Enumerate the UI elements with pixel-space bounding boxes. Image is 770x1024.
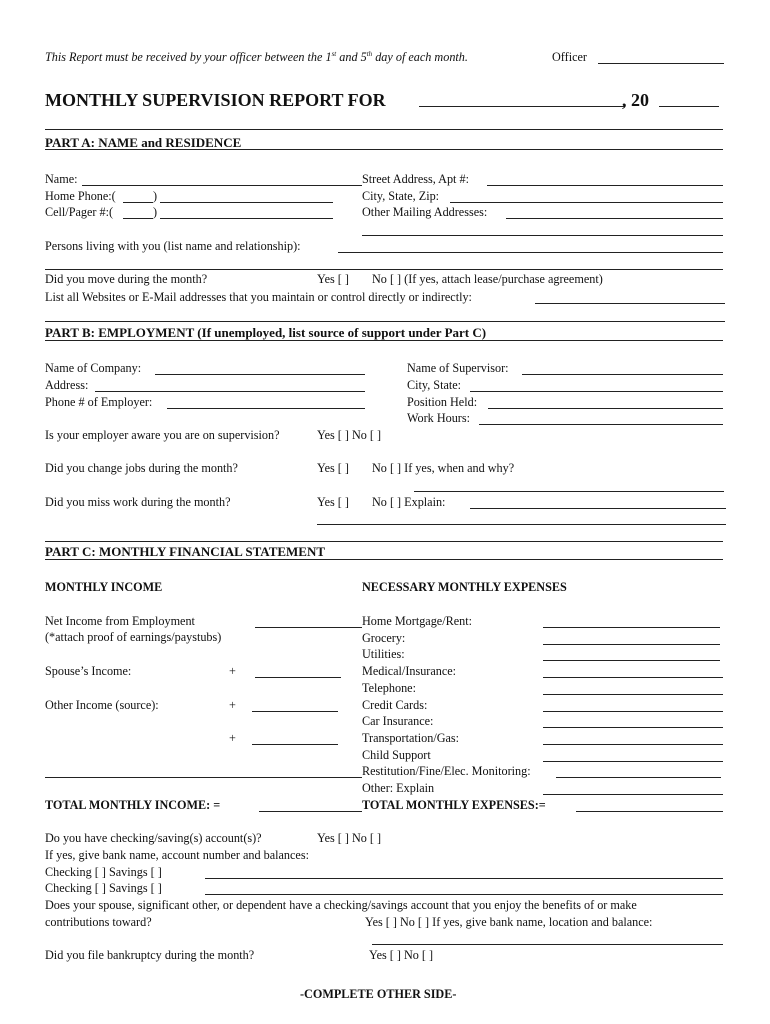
name-field[interactable]: [82, 185, 362, 186]
paren: ): [153, 205, 158, 219]
employer-phone-field[interactable]: [167, 408, 365, 409]
report-month-field[interactable]: [419, 106, 624, 107]
bank-info-label: If yes, give bank name, account number and balances:: [45, 848, 309, 862]
cell-field[interactable]: [160, 218, 333, 219]
complete-other-side-footer: -COMPLETE OTHER SIDE-: [300, 987, 457, 1001]
submission-notice: This Report must be received by your officer between the 1st and 5th day of each month.: [45, 50, 468, 64]
persons-field[interactable]: [338, 252, 723, 253]
position-field[interactable]: [488, 408, 723, 409]
company-label: Name of Company:: [45, 361, 142, 375]
city-field[interactable]: [450, 202, 723, 203]
persons-field-2[interactable]: [45, 269, 723, 270]
title-year-label: , 20: [622, 90, 649, 110]
websites-field[interactable]: [535, 303, 725, 304]
page-title: MONTHLY SUPERVISION REPORT FOR: [45, 90, 386, 110]
bank-details-field-2[interactable]: [205, 894, 723, 895]
change-why-field[interactable]: [414, 491, 724, 492]
work-hours-label: Work Hours:: [407, 411, 470, 425]
expense-label: Credit Cards:: [362, 698, 428, 712]
expense-label: Restitution/Fine/Elec. Monitoring:: [362, 764, 531, 778]
miss-yes-checkbox[interactable]: Yes [ ]: [317, 495, 349, 509]
checking-savings-checkbox[interactable]: Checking [ ] Savings [ ]: [45, 881, 162, 895]
part-c-rule: [45, 559, 723, 560]
expense-field[interactable]: [543, 660, 720, 661]
expense-label: Utilities:: [362, 647, 405, 661]
aware-yes-no-checkbox[interactable]: Yes [ ] No [ ]: [317, 428, 382, 442]
part-b-rule: [45, 340, 723, 341]
company-field[interactable]: [155, 374, 365, 375]
other-income-field-2[interactable]: [252, 744, 338, 745]
home-phone-field[interactable]: [160, 202, 333, 203]
paren: ): [153, 189, 158, 203]
home-phone-area-field[interactable]: [123, 202, 153, 203]
other-mail-field-2[interactable]: [362, 235, 723, 236]
city-state-label: City, State:: [407, 378, 462, 392]
expense-field[interactable]: [543, 761, 723, 762]
miss-explain-field[interactable]: [470, 508, 726, 509]
websites-field-2[interactable]: [45, 321, 725, 322]
moved-question: Did you move during the month?: [45, 272, 208, 286]
miss-work-question: Did you miss work during the month?: [45, 495, 231, 509]
accounts-question: Do you have checking/saving(s) account(s)?: [45, 831, 262, 845]
cell-label: Cell/Pager #:(: [45, 205, 114, 219]
plus-sign: +: [229, 664, 236, 678]
moved-no-checkbox[interactable]: No [ ] (If yes, attach lease/purchase agreement): [372, 272, 603, 286]
moved-yes-checkbox[interactable]: Yes [ ]: [317, 272, 349, 286]
street-label: Street Address, Apt #:: [362, 172, 469, 186]
other-mail-field[interactable]: [506, 218, 723, 219]
expense-label: Medical/Insurance:: [362, 664, 457, 678]
street-field[interactable]: [487, 185, 723, 186]
bank-details-field[interactable]: [205, 878, 723, 879]
expense-field[interactable]: [543, 794, 723, 795]
persons-label: Persons living with you (list name and relationship):: [45, 239, 301, 253]
aware-question: Is your employer aware you are on supervision?: [45, 428, 280, 442]
other-income-field[interactable]: [252, 711, 338, 712]
spouse-account-question-cont: contributions toward?: [45, 915, 152, 929]
city-label: City, State, Zip:: [362, 189, 440, 203]
expense-field[interactable]: [543, 677, 723, 678]
spouse-account-yes-no-checkbox[interactable]: Yes [ ] No [ ] If yes, give bank name, location and balance:: [365, 915, 653, 929]
websites-label: List all Websites or E-Mail addresses that you maintain or control directly or indirectly:: [45, 290, 472, 304]
bankruptcy-question: Did you file bankruptcy during the month?: [45, 948, 255, 962]
divider: [45, 129, 723, 130]
spouse-income-label: Spouse’s Income:: [45, 664, 132, 678]
expense-field[interactable]: [543, 644, 720, 645]
total-income-label: TOTAL MONTHLY INCOME: =: [45, 798, 221, 812]
report-year-field[interactable]: [659, 106, 719, 107]
expense-label: Telephone:: [362, 681, 416, 695]
change-no-checkbox[interactable]: No [ ] If yes, when and why?: [372, 461, 515, 475]
other-income-source-field[interactable]: [45, 777, 362, 778]
expense-field[interactable]: [543, 711, 723, 712]
other-income-label: Other Income (source):: [45, 698, 159, 712]
total-expenses-label: TOTAL MONTHLY EXPENSES:=: [362, 798, 546, 812]
total-expenses-field[interactable]: [576, 811, 723, 812]
address-label: Address:: [45, 378, 89, 392]
divider: [45, 541, 723, 542]
name-label: Name:: [45, 172, 78, 186]
miss-explain-field-2[interactable]: [317, 524, 726, 525]
cell-area-field[interactable]: [123, 218, 153, 219]
part-c-heading: PART C: MONTHLY FINANCIAL STATEMENT: [45, 544, 326, 559]
work-hours-field[interactable]: [479, 424, 723, 425]
checking-savings-checkbox[interactable]: Checking [ ] Savings [ ]: [45, 865, 162, 879]
miss-no-checkbox[interactable]: No [ ] Explain:: [372, 495, 446, 509]
bankruptcy-yes-no-checkbox[interactable]: Yes [ ] No [ ]: [369, 948, 434, 962]
expense-field[interactable]: [556, 777, 721, 778]
expense-label: Home Mortgage/Rent:: [362, 614, 473, 628]
expense-field[interactable]: [543, 694, 723, 695]
plus-sign: +: [229, 698, 236, 712]
spouse-bank-field[interactable]: [372, 944, 723, 945]
city-state-field[interactable]: [470, 391, 723, 392]
expense-label: Other: Explain: [362, 781, 435, 795]
plus-sign: +: [229, 731, 236, 745]
spouse-account-question: Does your spouse, significant other, or dependent have a checking/savings account that you enjoy the benefits of or make: [45, 898, 637, 912]
home-phone-label: Home Phone:(: [45, 189, 116, 203]
part-a-heading: PART A: NAME and RESIDENCE: [45, 135, 242, 150]
position-label: Position Held:: [407, 395, 478, 409]
total-income-field[interactable]: [259, 811, 362, 812]
expense-label: Grocery:: [362, 631, 406, 645]
officer-field[interactable]: [598, 63, 724, 64]
net-income-field[interactable]: [255, 627, 362, 628]
officer-label: Officer: [552, 50, 587, 64]
attach-proof-note: (*attach proof of earnings/paystubs): [45, 630, 222, 644]
part-a-rule: [45, 149, 723, 150]
part-b-heading: PART B: EMPLOYMENT (If unemployed, list source of support under Part C): [45, 325, 487, 340]
expense-label: Transportation/Gas:: [362, 731, 460, 745]
income-heading: MONTHLY INCOME: [45, 580, 163, 594]
expense-field[interactable]: [543, 744, 723, 745]
expense-field[interactable]: [543, 627, 720, 628]
supervisor-field[interactable]: [522, 374, 723, 375]
other-mail-label: Other Mailing Addresses:: [362, 205, 488, 219]
accounts-yes-no-checkbox[interactable]: Yes [ ] No [ ]: [317, 831, 382, 845]
change-yes-checkbox[interactable]: Yes [ ]: [317, 461, 349, 475]
expense-field[interactable]: [543, 727, 723, 728]
address-field[interactable]: [95, 391, 365, 392]
expense-label: Car Insurance:: [362, 714, 434, 728]
supervisor-label: Name of Supervisor:: [407, 361, 509, 375]
expense-label: Child Support: [362, 748, 431, 762]
change-jobs-question: Did you change jobs during the month?: [45, 461, 238, 475]
employer-phone-label: Phone # of Employer:: [45, 395, 153, 409]
expense-heading: NECESSARY MONTHLY EXPENSES: [362, 580, 567, 594]
net-income-label: Net Income from Employment: [45, 614, 195, 628]
spouse-income-field[interactable]: [255, 677, 341, 678]
